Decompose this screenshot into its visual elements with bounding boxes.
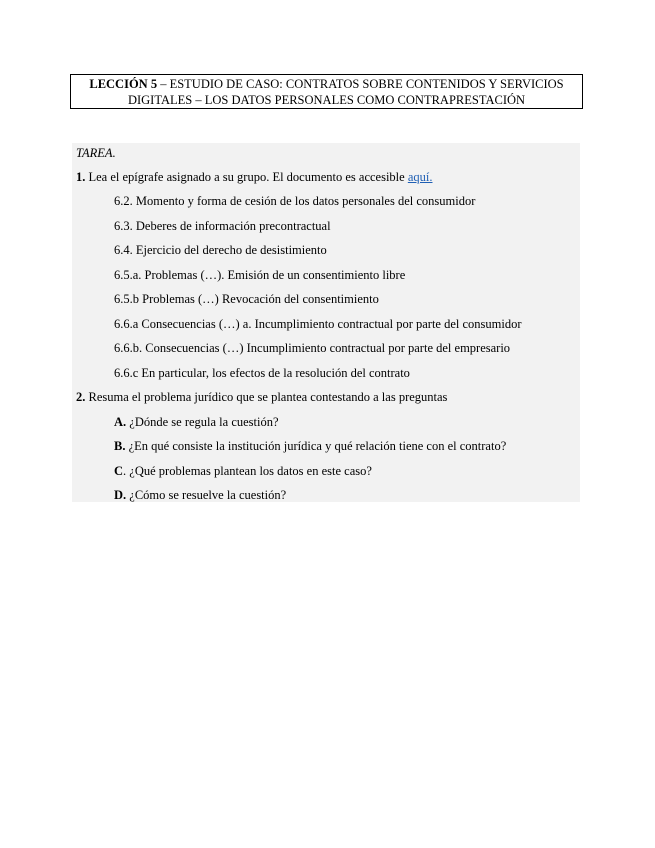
task-heading: TAREA.: [76, 146, 116, 160]
question-item: [114, 463, 372, 479]
task-item-1: [76, 169, 432, 185]
question-text: ¿Dónde se regula la cuestión?: [126, 415, 279, 429]
lesson-title-text: – ESTUDIO DE CASO: CONTRATOS SOBRE CONTENIDOS Y SERVICIOS: [157, 77, 564, 91]
item-1-text: Lea el epígrafe asignado a su grupo. El documento es accesible: [85, 170, 408, 184]
item-2-number: 2.: [76, 390, 86, 404]
question-item: [114, 438, 506, 454]
lesson-title-line2: DIGITALES – LOS DATOS PERSONALES COMO CONTRAPRESTACIÓN: [127, 93, 526, 107]
question-letter: D.: [114, 488, 127, 502]
question-text: ¿En qué consiste la institución jurídica y qué relación tiene con el contrato?: [125, 439, 507, 453]
task-item-2: [76, 389, 447, 405]
item-1-number: 1.: [76, 170, 86, 184]
section-item: 6.5.a. Problemas (…). Emisión de un consentimiento libre: [114, 268, 406, 282]
section-item: 6.6.b. Consecuencias (…) Incumplimiento contractual por parte del empresario: [114, 341, 511, 355]
section-item: 6.4. Ejercicio del derecho de desistimiento: [114, 243, 327, 257]
question-text: . ¿Qué problemas plantean los datos en este caso?: [123, 464, 372, 478]
section-item: 6.5.b Problemas (…) Revocación del consentimiento: [114, 292, 379, 306]
question-text: ¿Cómo se resuelve la cuestión?: [126, 488, 287, 502]
task-panel: [72, 143, 580, 502]
question-item: [114, 414, 279, 430]
section-item: 6.3. Deberes de información precontractual: [114, 219, 331, 233]
section-item: 6.2. Momento y forma de cesión de los datos personales del consumidor: [114, 194, 476, 208]
question-letter: C: [114, 464, 124, 478]
lesson-title-line1: [71, 76, 582, 92]
section-item: 6.6.c En particular, los efectos de la resolución del contrato: [114, 366, 410, 380]
document-link[interactable]: aquí.: [407, 170, 433, 184]
item-2-text: Resuma el problema jurídico que se plantea contestando a las preguntas: [85, 390, 448, 404]
section-item: 6.6.a Consecuencias (…) a. Incumplimiento contractual por parte del consumidor: [114, 317, 522, 331]
lesson-number: LECCIÓN 5: [89, 77, 158, 91]
question-letter: B.: [114, 439, 126, 453]
question-letter: A.: [114, 415, 127, 429]
question-item: [114, 487, 286, 503]
lesson-title-box: [70, 74, 583, 109]
